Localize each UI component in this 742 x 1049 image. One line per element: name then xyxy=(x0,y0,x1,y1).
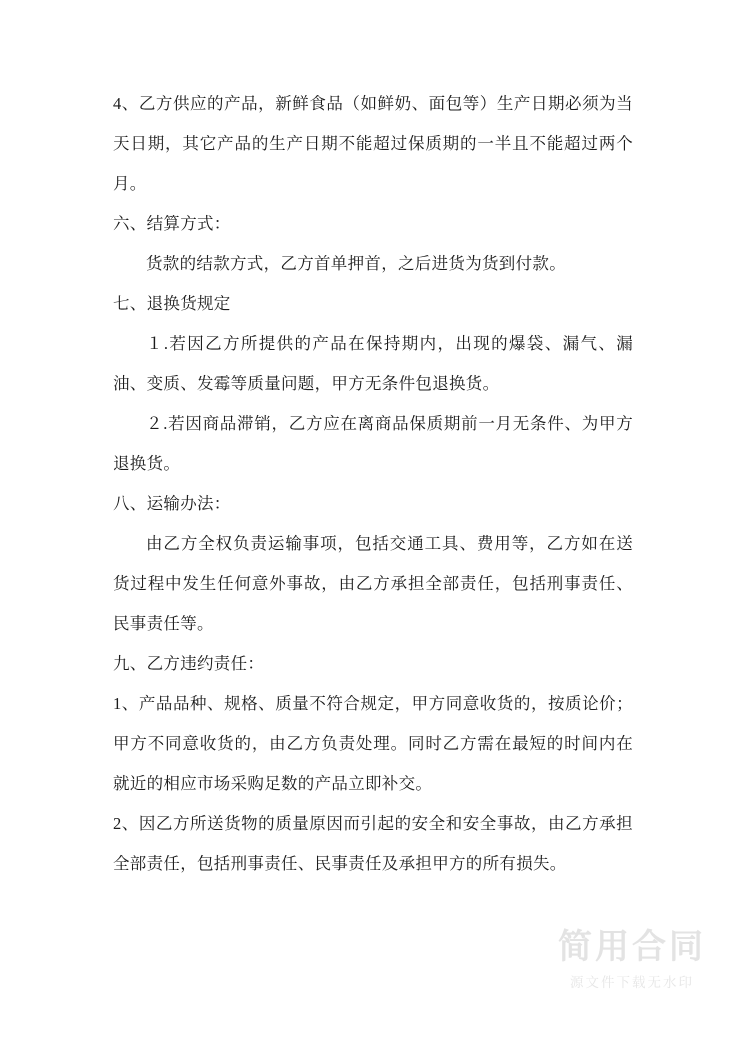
paragraph-section-9-item-2: 2、因乙方所送货物的质量原因而引起的安全和安全事故，由乙方承担全部责任，包括刑事责任、民事责任及承担甲方的所有损失。 xyxy=(113,814,633,873)
paragraph-section-6-body: 货款的结款方式，乙方首单押首，之后进货为货到付款。 xyxy=(146,254,566,273)
paragraph-section-8-body: 由乙方全权负责运输事项，包括交通工具、费用等，乙方如在送货过程中发生任何意外事故，由乙方承担全部责任，包括刑事责任、民事责任等。 xyxy=(113,534,633,633)
document-text-body xyxy=(113,84,633,884)
paragraph-section-9-heading: 九、乙方违约责任： xyxy=(113,654,265,673)
paragraph-clause-4-freshness: 4、乙方供应的产品，新鲜食品（如鲜奶、面包等）生产日期必须为当天日期，其它产品的生产日期不能超过保质期的一半且不能超过两个月。 xyxy=(113,94,633,193)
paragraph-section-7-item-2: ２.若因商品滞销，乙方应在离商品保质期前一月无条件、为甲方退换货。 xyxy=(113,414,633,473)
paragraph-section-7-heading: 七、退换货规定 xyxy=(113,294,231,313)
paragraph-section-8-heading: 八、运输办法： xyxy=(113,494,231,513)
paragraph-section-9-item-1: 1、产品品种、规格、质量不符合规定，甲方同意收货的，按质论价；甲方不同意收货的，由乙方负责处理。同时乙方需在最短的时间内在就近的相应市场采购足数的产品立即补交。 xyxy=(113,694,633,793)
paragraph-section-7-item-1: １.若因乙方所提供的产品在保持期内，出现的爆袋、漏气、漏油、变质、发霉等质量问题，甲方无条件包退换货。 xyxy=(113,334,633,393)
watermark-subtitle: 源文件下载无水印 xyxy=(570,975,694,991)
watermark-title: 简用合同 xyxy=(558,927,706,967)
paragraph-section-6-heading: 六、结算方式： xyxy=(113,214,231,233)
watermark xyxy=(558,927,706,991)
